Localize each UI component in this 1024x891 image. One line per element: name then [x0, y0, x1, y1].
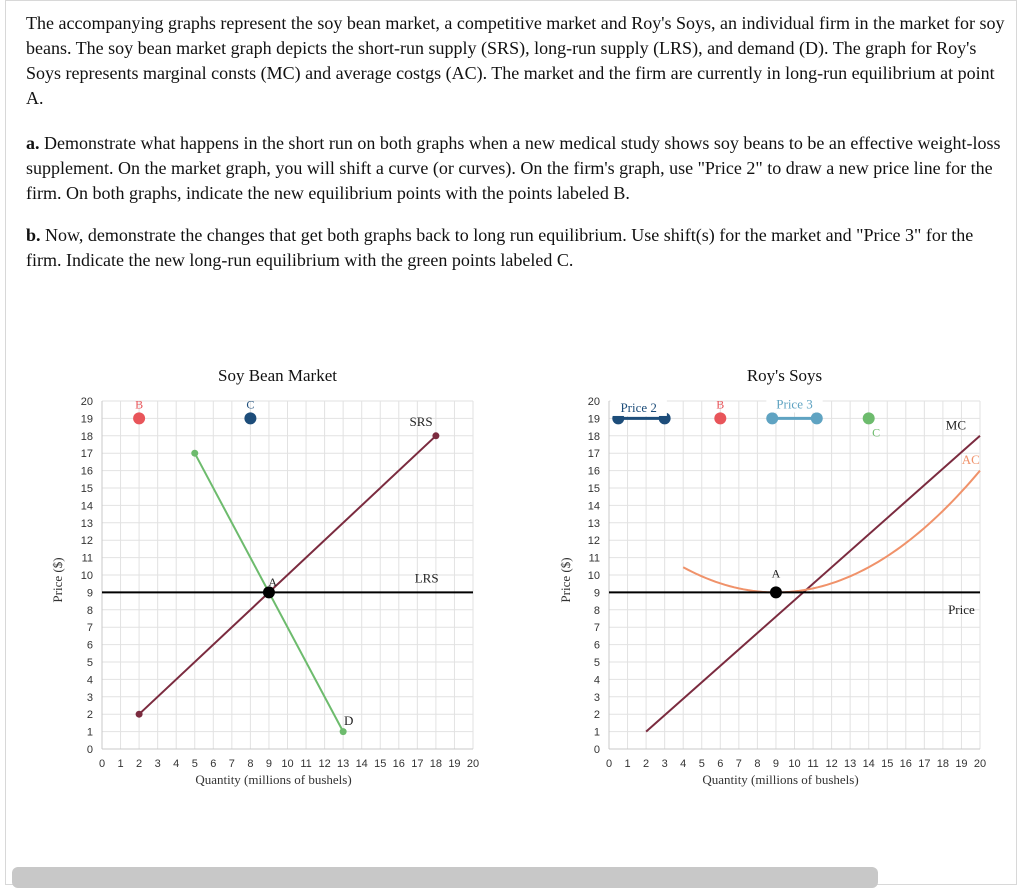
y-tick-label: 14 [80, 500, 93, 513]
chart-title: Soy Bean Market [218, 366, 337, 385]
y-tick-label: 19 [587, 413, 600, 426]
series-price-3-handle[interactable] [766, 412, 778, 424]
y-tick-label: 17 [587, 448, 600, 461]
x-tick-label: 0 [98, 758, 106, 770]
horizontal-scrollbar[interactable] [12, 867, 878, 888]
point-a-label: A [268, 574, 277, 589]
x-tick-label: 19 [448, 758, 461, 770]
chart-roy-s-soys[interactable] [558, 366, 986, 787]
part-b-text [26, 223, 1011, 273]
series-srs-handle[interactable] [136, 711, 143, 718]
x-tick-label: 3 [154, 758, 161, 770]
y-tick-label: 16 [80, 465, 93, 478]
y-tick-label: 3 [593, 691, 600, 704]
x-tick-label: 1 [117, 758, 124, 770]
grid [609, 401, 980, 749]
x-tick-label: 2 [643, 758, 650, 770]
x-tick-label: 5 [698, 758, 705, 770]
x-tick-label: 6 [210, 758, 217, 770]
y-tick-label: 20 [80, 396, 93, 408]
series-price-label: Price [948, 601, 975, 617]
y-tick-label: 1 [593, 726, 600, 739]
x-tick-label: 5 [191, 758, 198, 770]
point-a[interactable] [770, 586, 782, 598]
y-tick-label: 6 [593, 639, 600, 652]
y-tick-label: 8 [593, 604, 600, 617]
y-tick-label: 15 [587, 483, 600, 495]
point-b-label: B [135, 397, 144, 412]
series-d-label: D [344, 713, 354, 729]
x-tick-label: 19 [955, 758, 968, 770]
series-price-3-label: Price 3 [776, 396, 813, 412]
y-tick-label: 15 [80, 483, 93, 495]
x-axis-label: Quantity (millions of bushels) [195, 772, 352, 787]
y-tick-label: 10 [80, 570, 93, 582]
y-tick-label: 4 [593, 674, 600, 687]
point-b[interactable] [133, 412, 145, 424]
series-ac-label: AC [961, 452, 980, 468]
y-tick-label: 9 [86, 587, 93, 600]
point-b-label: B [716, 397, 725, 412]
y-tick-label: 6 [86, 639, 93, 652]
y-tick-label: 10 [587, 570, 600, 582]
y-tick-label: 18 [80, 430, 93, 443]
series-d-handle[interactable] [191, 450, 198, 457]
x-tick-label: 18 [936, 758, 950, 770]
x-tick-label: 10 [281, 758, 294, 770]
x-tick-label: 8 [754, 758, 761, 770]
y-tick-label: 2 [86, 709, 93, 722]
point-c[interactable] [244, 412, 256, 424]
intro-text: The accompanying graphs represent the soy bean market, a competitive market and Roy's Soys, an individual firm in the market for soy beans. The soy bean market graph depicts the short-run supply (SRS), long-run supply (LRS), and demand (D). The graph for Roy's Soys represents marginal consts (MC) and average costgs (AC). The market and the firm are currently in long-run equilibrium at point A. [26, 13, 1005, 108]
x-tick-label: 18 [429, 758, 443, 770]
x-tick-label: 15 [881, 758, 894, 770]
series-mc-label: MC [945, 417, 967, 433]
part-a-label: a. [26, 133, 40, 153]
x-tick-label: 17 [411, 758, 424, 770]
part-b-body: Now, demonstrate the changes that get both graphs back to long run equilibrium. Use shift(s) for the market and "Price 3" for the firm. Indicate the new long-run equilibrium with the green points labeled C. [26, 225, 974, 270]
point-c[interactable] [863, 412, 875, 424]
y-tick-label: 3 [86, 691, 93, 704]
y-axis-label: Price ($) [558, 557, 573, 603]
y-axis-label: Price ($) [50, 557, 65, 603]
point-c-label: C [872, 425, 881, 440]
y-tick-label: 8 [86, 604, 93, 617]
part-a-text [26, 131, 1011, 206]
x-tick-label: 13 [337, 758, 350, 770]
y-tick-label: 5 [86, 657, 93, 669]
x-tick-label: 7 [735, 758, 742, 770]
y-tick-label: 2 [593, 709, 600, 722]
point-c-label: C [246, 397, 255, 412]
series-d-handle[interactable] [340, 728, 347, 735]
x-tick-label: 20 [466, 758, 480, 770]
x-tick-label: 10 [788, 758, 801, 770]
x-axis-label: Quantity (millions of bushels) [702, 772, 859, 787]
y-tick-label: 7 [86, 622, 93, 635]
y-tick-label: 19 [80, 413, 93, 426]
x-tick-label: 17 [918, 758, 931, 770]
x-tick-label: 13 [844, 758, 857, 770]
charts-area[interactable] [0, 350, 1010, 800]
x-tick-label: 4 [680, 758, 687, 770]
x-tick-label: 4 [173, 758, 180, 770]
y-tick-label: 12 [80, 535, 93, 548]
x-tick-label: 6 [717, 758, 724, 770]
x-tick-label: 1 [624, 758, 631, 770]
chart-soy-bean-market[interactable] [50, 366, 479, 787]
series-lrs-label: LRS [414, 570, 439, 586]
y-tick-label: 18 [587, 430, 600, 443]
series-srs-handle[interactable] [432, 432, 439, 439]
y-tick-label: 0 [86, 744, 93, 756]
x-tick-label: 11 [300, 758, 312, 770]
y-tick-label: 14 [587, 500, 600, 513]
x-tick-label: 7 [228, 758, 235, 770]
y-tick-label: 7 [593, 622, 600, 635]
x-tick-label: 12 [825, 758, 838, 770]
x-tick-label: 16 [899, 758, 912, 770]
series-price-2-label: Price 2 [620, 399, 657, 415]
x-tick-label: 3 [661, 758, 668, 770]
series-srs-label: SRS [409, 413, 433, 429]
y-tick-label: 11 [588, 552, 600, 565]
x-tick-label: 9 [772, 758, 780, 770]
x-tick-label: 11 [807, 758, 819, 770]
part-a-body: Demonstrate what happens in the short run on both graphs when a new medical study shows soy beans to be an effective weight-loss supplement. On the market graph, you will shift a curve (or curves). On the firm's graph, use "Price 2" to draw a new price line for the firm. On both graphs, indicate the new equilibrium points with the points labeled B. [26, 133, 1001, 203]
x-tick-label: 15 [374, 758, 387, 770]
y-tick-label: 11 [81, 552, 93, 565]
y-tick-label: 16 [587, 465, 600, 478]
x-tick-label: 16 [392, 758, 405, 770]
x-tick-label: 0 [605, 758, 613, 770]
x-tick-label: 2 [136, 758, 143, 770]
series-price-3-handle[interactable] [811, 412, 823, 424]
point-a-label: A [771, 566, 781, 581]
x-tick-label: 9 [265, 758, 273, 770]
y-tick-label: 17 [80, 448, 93, 461]
chart-title: Roy's Soys [746, 366, 823, 385]
x-tick-label: 12 [318, 758, 331, 770]
x-tick-label: 14 [862, 758, 875, 770]
y-tick-label: 12 [587, 535, 600, 548]
y-tick-label: 13 [80, 517, 93, 530]
x-tick-label: 14 [355, 758, 368, 770]
x-tick-label: 8 [247, 758, 254, 770]
point-b[interactable] [714, 412, 726, 424]
y-tick-label: 5 [593, 657, 600, 669]
y-tick-label: 20 [587, 396, 600, 408]
y-tick-label: 0 [593, 744, 600, 756]
y-tick-label: 4 [86, 674, 93, 687]
y-tick-label: 9 [593, 587, 600, 600]
part-b-label: b. [26, 225, 41, 245]
y-tick-label: 1 [86, 726, 93, 739]
x-tick-label: 20 [973, 758, 987, 770]
y-tick-label: 13 [587, 517, 600, 530]
